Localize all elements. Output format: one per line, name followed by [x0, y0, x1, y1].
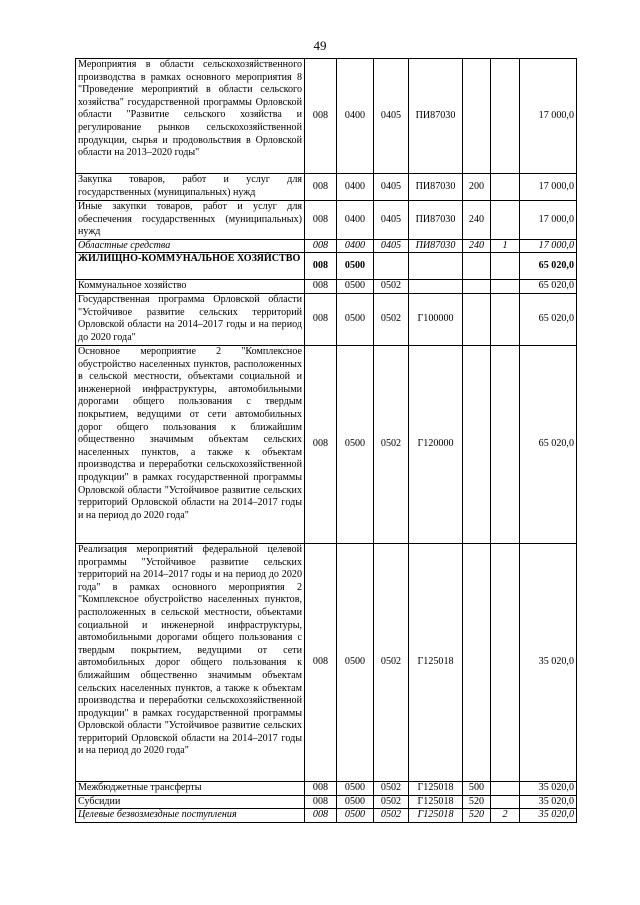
row-expense-type	[463, 280, 491, 294]
row-source	[491, 201, 520, 240]
row-grbs: 008	[305, 201, 337, 240]
row-expense-type: 500	[463, 781, 491, 795]
row-target-article: Г125018	[409, 543, 463, 781]
row-target-article: ПИ87030	[409, 174, 463, 201]
row-subsection: 0405	[374, 239, 409, 253]
row-subsection: 0502	[374, 293, 409, 345]
row-name: Государственная программа Орловской области "Устойчивое развитие сельских территорий Орловской области на 2014–2017 годы и на период до 2020 года"	[76, 293, 305, 345]
row-section: 0400	[337, 174, 374, 201]
row-expense-type	[463, 345, 491, 543]
row-subsection: 0405	[374, 174, 409, 201]
table-row	[76, 293, 577, 345]
row-amount: 17 000,0	[520, 239, 577, 253]
row-name: ЖИЛИЩНО-КОММУНАЛЬНОЕ ХОЗЯЙСТВО	[76, 253, 305, 280]
row-section: 0500	[337, 280, 374, 294]
row-amount: 17 000,0	[520, 174, 577, 201]
row-section: 0500	[337, 543, 374, 781]
row-amount: 17 000,0	[520, 59, 577, 174]
row-grbs: 008	[305, 293, 337, 345]
row-section: 0400	[337, 59, 374, 174]
table-row	[76, 174, 577, 201]
row-subsection: 0502	[374, 809, 409, 823]
row-expense-type	[463, 59, 491, 174]
table-row	[76, 809, 577, 823]
row-source	[491, 280, 520, 294]
row-grbs: 008	[305, 174, 337, 201]
row-amount: 35 020,0	[520, 809, 577, 823]
row-section: 0400	[337, 201, 374, 240]
row-grbs: 008	[305, 253, 337, 280]
budget-table	[75, 58, 577, 823]
row-name: Межбюджетные трансферты	[76, 781, 305, 795]
row-name: Реализация мероприятий федеральной целевой программы "Устойчивое развитие сельских территорий на 2014–2017 годы и на период до 2020 года" в рамках основного мероприятия 2 "Комплексное обустройство населенных пунктов, расположенных в сельской местности, объектами социальной и инженерной инфраструктуры, автомобильными дорогами общего пользования с твердым покрытием, ведущими от сети автомобильных дорог общего пользования к ближайшим общественно значимым объектам сельских населенных пунктов, а также к объектам производства и переработки сельскохозяйственной продукции" в рамках государственной программы Орловской области "Устойчивое развитие сельских территорий Орловской области на 2014–2017 годы и на период до 2020 года"	[76, 543, 305, 781]
row-target-article: Г125018	[409, 781, 463, 795]
table-row	[76, 239, 577, 253]
row-section: 0500	[337, 809, 374, 823]
row-source	[491, 174, 520, 201]
row-source	[491, 253, 520, 280]
row-expense-type	[463, 253, 491, 280]
row-subsection: 0502	[374, 280, 409, 294]
row-source	[491, 781, 520, 795]
row-section: 0500	[337, 253, 374, 280]
row-grbs: 008	[305, 543, 337, 781]
table-row	[76, 543, 577, 781]
row-section: 0500	[337, 781, 374, 795]
row-target-article: ПИ87030	[409, 239, 463, 253]
row-grbs: 008	[305, 809, 337, 823]
row-expense-type: 240	[463, 239, 491, 253]
row-grbs: 008	[305, 345, 337, 543]
row-source	[491, 345, 520, 543]
row-target-article: Г125018	[409, 795, 463, 809]
row-name: Субсидии	[76, 795, 305, 809]
table-row	[76, 781, 577, 795]
row-subsection: 0502	[374, 781, 409, 795]
row-name: Областные средства	[76, 239, 305, 253]
row-subsection	[374, 253, 409, 280]
row-subsection: 0405	[374, 201, 409, 240]
row-source	[491, 59, 520, 174]
row-subsection: 0502	[374, 795, 409, 809]
page-number: 49	[313, 38, 327, 53]
table-row	[76, 795, 577, 809]
row-amount: 65 020,0	[520, 293, 577, 345]
row-section: 0500	[337, 345, 374, 543]
row-name: Целевые безвозмездные поступления	[76, 809, 305, 823]
row-target-article	[409, 253, 463, 280]
row-grbs: 008	[305, 59, 337, 174]
row-source	[491, 293, 520, 345]
row-grbs: 008	[305, 239, 337, 253]
row-target-article: Г100000	[409, 293, 463, 345]
row-name: Мероприятия в области сельскохозяйственного производства в рамках основного мероприятия 8 "Проведение мероприятий в области сельского хозяйства" государственной программы Орловской области "Развитие сельского хозяйства и регулирование рынков сельскохозяйственной продукции, сырья и продовольствия в Орловской области на 2013–2020 годы"	[76, 59, 305, 174]
row-expense-type	[463, 293, 491, 345]
table-row	[76, 280, 577, 294]
row-expense-type: 520	[463, 795, 491, 809]
table-row	[76, 345, 577, 543]
row-target-article: Г120000	[409, 345, 463, 543]
row-expense-type: 520	[463, 809, 491, 823]
row-grbs: 008	[305, 781, 337, 795]
row-section: 0500	[337, 293, 374, 345]
row-amount: 35 020,0	[520, 795, 577, 809]
row-expense-type: 240	[463, 201, 491, 240]
row-section: 0400	[337, 239, 374, 253]
table-row	[76, 201, 577, 240]
row-subsection: 0502	[374, 345, 409, 543]
row-name: Иные закупки товаров, работ и услуг для обеспечения государственных (муниципальных) нужд	[76, 201, 305, 240]
row-amount: 35 020,0	[520, 543, 577, 781]
row-amount: 65 020,0	[520, 253, 577, 280]
row-target-article: Г125018	[409, 809, 463, 823]
row-target-article	[409, 280, 463, 294]
row-name: Коммунальное хозяйство	[76, 280, 305, 294]
row-name: Закупка товаров, работ и услуг для государственных (муниципальных) нужд	[76, 174, 305, 201]
row-subsection: 0405	[374, 59, 409, 174]
table-row	[76, 253, 577, 280]
row-name: Основное мероприятие 2 "Комплексное обустройство населенных пунктов, расположенных в сельской местности, объектами социальной и инженерной инфраструктуры, автомобильными дорогами общего пользования с твердым покрытием, ведущими от сети автомобильных дорог общего пользования к ближайшим общественно значимым объектам сельских населенных пунктов, а также к объектам производства и переработки сельскохозяйственной продукции" в рамках государственной программы Орловской области "Устойчивое развитие сельских территорий Орловской области на 2014–2017 годы и на период до 2020 года"	[76, 345, 305, 543]
row-target-article: ПИ87030	[409, 59, 463, 174]
table-row	[76, 59, 577, 174]
row-source: 2	[491, 809, 520, 823]
row-source	[491, 543, 520, 781]
row-amount: 65 020,0	[520, 280, 577, 294]
row-source: 1	[491, 239, 520, 253]
row-target-article: ПИ87030	[409, 201, 463, 240]
row-amount: 17 000,0	[520, 201, 577, 240]
row-subsection: 0502	[374, 543, 409, 781]
row-expense-type	[463, 543, 491, 781]
row-expense-type: 200	[463, 174, 491, 201]
row-section: 0500	[337, 795, 374, 809]
row-grbs: 008	[305, 280, 337, 294]
row-grbs: 008	[305, 795, 337, 809]
row-amount: 35 020,0	[520, 781, 577, 795]
row-source	[491, 795, 520, 809]
row-amount: 65 020,0	[520, 345, 577, 543]
